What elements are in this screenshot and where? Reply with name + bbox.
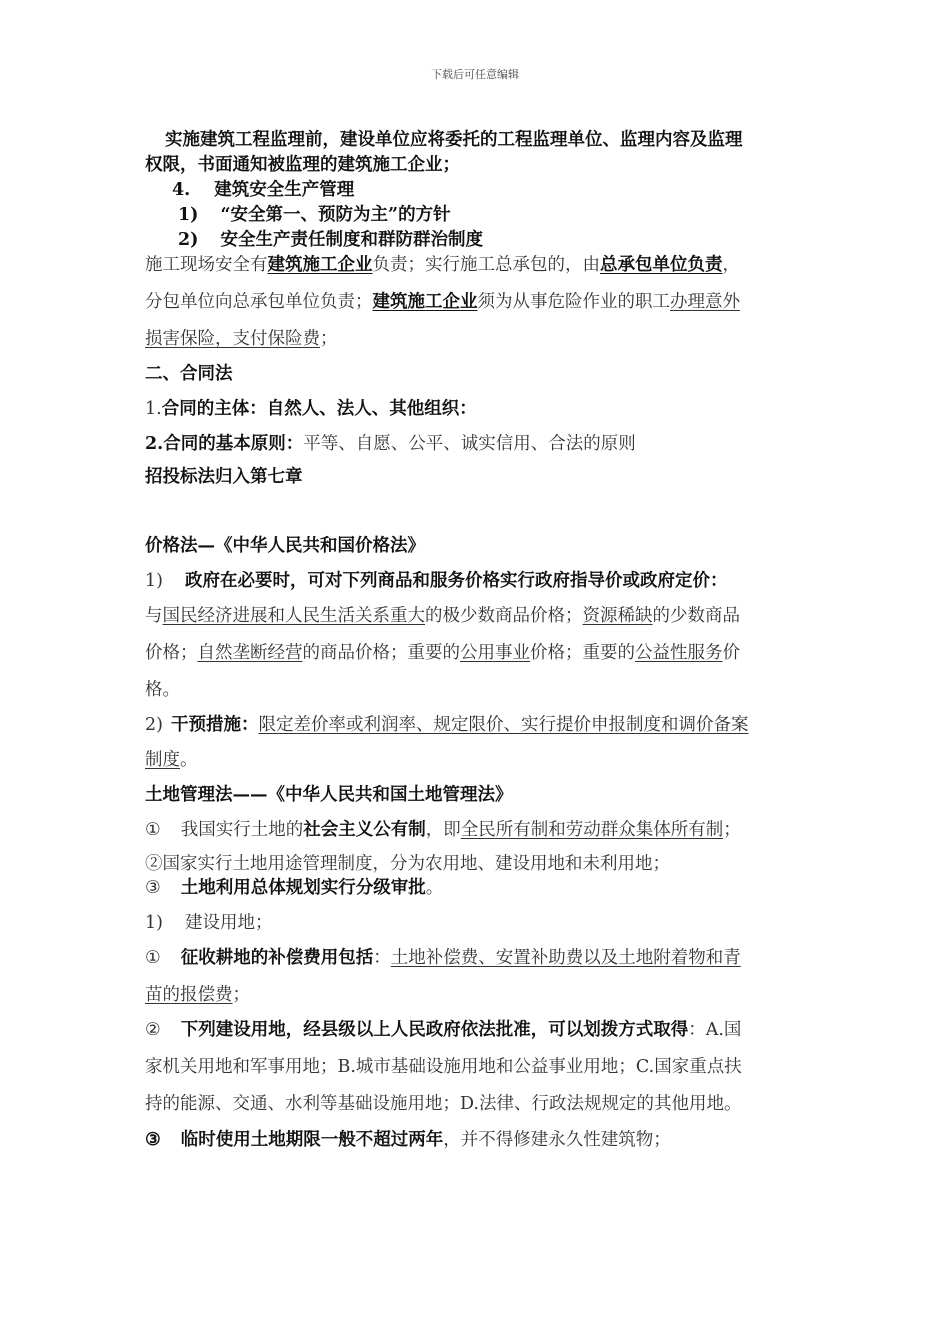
section-heading: 二、合同法 bbox=[145, 364, 233, 384]
underlined-text: 全民所有制和劳动群众集体所有制 bbox=[460, 820, 724, 840]
list-item bbox=[145, 567, 727, 592]
text: 分包单位向总承包单位负责； bbox=[145, 292, 373, 312]
text: 权限，书面通知被监理的建筑施工企业； bbox=[145, 155, 460, 175]
text: 的商品价格；重要的 bbox=[302, 643, 460, 663]
text: 价 bbox=[722, 643, 740, 663]
text: 的极少数商品价格； bbox=[425, 606, 583, 626]
list-item bbox=[145, 944, 741, 969]
text: 负责；实行施工总承包的，由 bbox=[372, 255, 600, 275]
paragraph-line bbox=[145, 981, 250, 1006]
underlined-text: 制度 bbox=[145, 750, 180, 770]
paragraph-line bbox=[145, 251, 740, 276]
underlined-text: 办理意外 bbox=[670, 292, 740, 312]
emphasis: 临时使用土地期限一般不超过两年 bbox=[180, 1130, 444, 1150]
underlined-text: 土地补偿费、安置补助费以及土地附着物和青 bbox=[390, 948, 741, 968]
list-item bbox=[178, 201, 451, 226]
text: ； bbox=[723, 820, 741, 840]
text: 。 bbox=[180, 750, 198, 770]
section-heading bbox=[172, 176, 354, 201]
paragraph-line bbox=[145, 325, 338, 350]
list-number: 1) bbox=[145, 571, 163, 591]
text: 须为从事危险作业的职工 bbox=[477, 292, 670, 312]
underlined-text: 公用事业 bbox=[460, 643, 530, 663]
emphasis: 社会主义公有制 bbox=[303, 820, 426, 840]
emphasis: 建筑施工企业 bbox=[267, 255, 373, 275]
text: ； bbox=[232, 985, 250, 1005]
list-number: ① bbox=[145, 820, 161, 840]
underlined-text: 自然垄断经营 bbox=[197, 643, 303, 663]
underlined-text: 苗的报偿费 bbox=[145, 985, 233, 1005]
text: ，即 bbox=[425, 820, 461, 840]
list-item bbox=[145, 1016, 741, 1041]
page-header: 下载后可任意编辑 bbox=[431, 68, 519, 81]
underlined-text: 限定差价率或利润率、规定限价、实行提价申报制度和调价备案 bbox=[258, 715, 749, 735]
paragraph-line bbox=[145, 746, 198, 771]
paragraph-line bbox=[145, 151, 460, 176]
underlined-text: 损害保险，支付保险费 bbox=[145, 329, 320, 349]
list-text: “安全第一、预防为主”的方针 bbox=[220, 205, 451, 225]
list-number: ② bbox=[145, 1020, 161, 1040]
list-number: 1. bbox=[145, 399, 162, 419]
paragraph-line bbox=[145, 395, 477, 420]
text: 实施建筑工程监理前，建设单位应将委托的工程监理单位、监理内容及监理 bbox=[165, 130, 743, 150]
list-number: ③ bbox=[145, 1130, 161, 1150]
paragraph-line bbox=[145, 639, 740, 664]
list-number: 2) bbox=[145, 715, 163, 735]
list-number: 1) bbox=[145, 913, 163, 933]
list-number: 2) bbox=[178, 230, 199, 250]
text: ； bbox=[320, 329, 338, 349]
underlined-text: 资源稀缺 bbox=[582, 606, 653, 626]
text: 施工现场安全有 bbox=[145, 255, 268, 275]
list-item bbox=[178, 226, 483, 251]
section-heading: 土地管理法——《中华人民共和国土地管理法》 bbox=[145, 785, 513, 805]
emphasis: 2.合同的基本原则： bbox=[145, 434, 304, 454]
paragraph-line: 持的能源、交通、水利等基础设施用地；D.法律、行政法规规定的其他用地。 bbox=[145, 1094, 742, 1114]
text: 价格； bbox=[145, 643, 198, 663]
heading-text: 建筑安全生产管理 bbox=[214, 180, 355, 200]
list-number: 1) bbox=[178, 205, 199, 225]
heading-number: 4. bbox=[172, 180, 191, 200]
list-number: ① bbox=[145, 948, 161, 968]
text: ： bbox=[373, 948, 391, 968]
emphasis: 干预措施： bbox=[170, 715, 259, 735]
text: 平等、自愿、公平、诚实信用、合法的原则 bbox=[303, 434, 636, 454]
text: 价格；重要的 bbox=[530, 643, 635, 663]
emphasis: 下列建设用地，经县级以上人民政府依法批准，可以划拨方式取得 bbox=[180, 1020, 689, 1040]
paragraph-line bbox=[145, 602, 740, 627]
list-item: ②国家实行土地用途管理制度，分为农用地、建设用地和未利用地； bbox=[145, 854, 670, 874]
text: 我国实行土地的 bbox=[180, 820, 304, 840]
emphasis: 征收耕地的补偿费用包括 bbox=[180, 948, 374, 968]
list-item bbox=[145, 1126, 671, 1151]
text: 与 bbox=[145, 606, 163, 626]
text: ， bbox=[722, 255, 740, 275]
text: 建设用地； bbox=[184, 913, 273, 933]
list-number: ③ bbox=[145, 878, 161, 898]
paragraph-line bbox=[145, 288, 740, 313]
paragraph-line: 招投标法归入第七章 bbox=[145, 467, 303, 487]
emphasis: 政府在必要时，可对下列商品和服务价格实行政府指导价或政府定价： bbox=[184, 571, 728, 591]
list-item bbox=[145, 909, 272, 934]
text: ：A.国 bbox=[688, 1020, 742, 1040]
paragraph-line: 家机关用地和军事用地；B.城市基础设施用地和公益事业用地；C.国家重点扶 bbox=[145, 1057, 742, 1077]
text: ，并不得修建永久性建筑物； bbox=[443, 1130, 671, 1150]
text: 。 bbox=[425, 878, 444, 898]
emphasis: 土地利用总体规划实行分级审批 bbox=[180, 878, 426, 898]
paragraph-line bbox=[145, 711, 748, 736]
section-heading: 价格法—《中华人民共和国价格法》 bbox=[145, 536, 425, 556]
emphasis: 建筑施工企业 bbox=[372, 292, 478, 312]
underlined-text: 公益性服务 bbox=[635, 643, 723, 663]
text: 的少数商品 bbox=[652, 606, 740, 626]
list-item bbox=[145, 816, 741, 841]
emphasis: 合同的主体：自然人、法人、其他组织： bbox=[161, 399, 477, 419]
paragraph-line: 格。 bbox=[145, 680, 180, 700]
underlined-text: 国民经济进展和人民生活关系重大 bbox=[162, 606, 425, 626]
paragraph-line bbox=[165, 126, 743, 151]
list-text: 安全生产责任制度和群防群治制度 bbox=[220, 230, 483, 250]
list-item bbox=[145, 874, 443, 899]
emphasis: 总承包单位负责 bbox=[600, 255, 723, 275]
paragraph-line bbox=[145, 430, 636, 455]
